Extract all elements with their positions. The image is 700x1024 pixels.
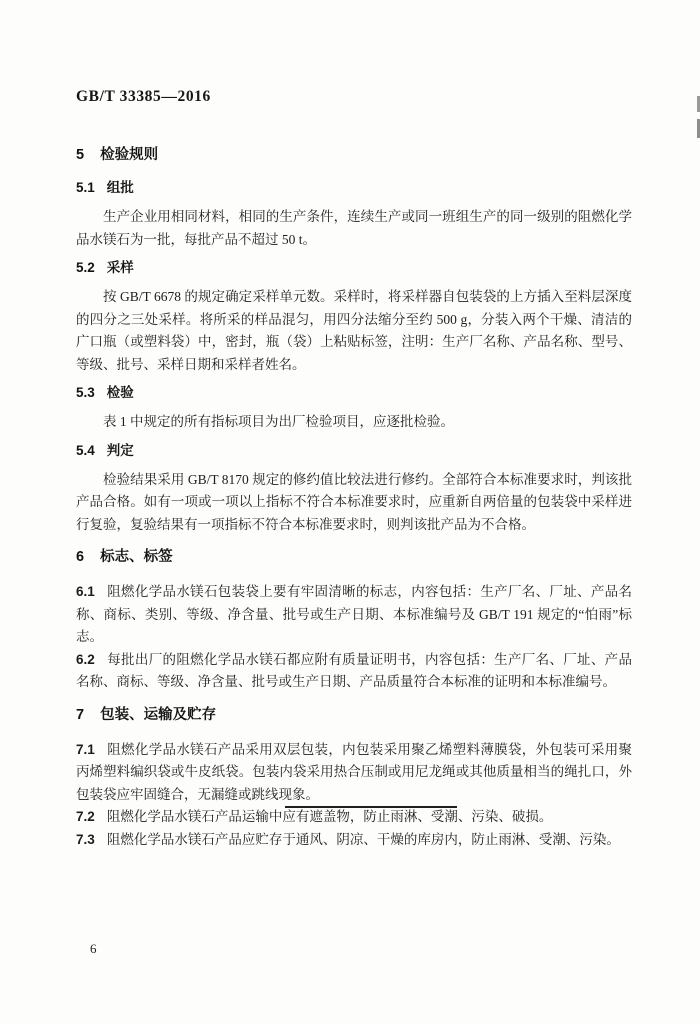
clause-number: 7.3: [76, 831, 95, 847]
clause-7-2: [76, 806, 632, 829]
subsection-5-1-heading: [76, 179, 632, 196]
subsection-5-4-heading: [76, 442, 632, 459]
page-content: [76, 88, 632, 851]
section-number: 7: [76, 706, 85, 723]
clause-7-1: [76, 739, 632, 807]
scan-artifact: [697, 96, 700, 112]
scan-artifact: [697, 119, 700, 138]
subsection-title: 采样: [106, 260, 134, 275]
page-number: 6: [90, 941, 97, 956]
section-5-heading: [76, 146, 632, 164]
subsection-number: 5.1: [76, 180, 95, 195]
end-of-document-rule: [285, 806, 457, 808]
subsection-title: 检验: [106, 385, 134, 400]
clause-number: 6.2: [76, 651, 95, 667]
clause-number: 6.1: [76, 584, 95, 599]
clause-text: 每批出厂的阻燃化学品水镁石都应附有质量证明书，内容包括：生产厂名、厂址、产品名称、商标、等级、净含量、批号或生产日期、产品质量符合本标准的证明和本标准编号。: [76, 651, 632, 689]
standard-number-header: GB/T 33385—2016: [76, 88, 211, 105]
clause-text: 阻燃化学品水镁石产品应贮存于通风、阴凉、干燥的库房内，防止雨淋、受潮、污染。: [106, 831, 620, 847]
clause-text: 阻燃化学品水镁石包装袋上要有牢固清晰的标志，内容包括：生产厂名、厂址、产品名称、商标、类别、等级、净含量、批号或生产日期、本标准编号及 GB/T 191 规定的“怕雨”标志。: [76, 584, 632, 644]
section-title: 检验规则: [100, 147, 159, 163]
subsection-number: 5.4: [76, 442, 95, 458]
paragraph-5-3: 表 1 中规定的所有指标项目为出厂检验项目，应逐批检验。: [103, 414, 454, 429]
subsection-title: 组批: [106, 180, 134, 195]
clause-6-1: [76, 581, 632, 649]
subsection-5-3-heading: [76, 384, 632, 401]
paragraph-5-2: 按 GB/T 6678 的规定确定采样单元数。采样时，将采样器自包装袋的上方插入至料层深度的四分之三处采样。将所采的样品混匀，用四分法缩分至约 500 g，分装入两个干燥、清洁的广口瓶（或塑料袋）中，密封，瓶（袋）上粘贴标签，注明：生产厂名称、产品名称、型号、等级、批号、采样日期和采样者姓名。: [76, 289, 632, 372]
clause-number: 7.1: [76, 741, 95, 757]
subsection-title: 判定: [106, 442, 134, 458]
paragraph-5-4: 检验结果采用 GB/T 8170 规定的修约值比较法进行修约。全部符合本标准要求时，判该批产品合格。如有一项或一项以上指标不符合本标准要求时，应重新自两倍量的包装袋中采样进行复验，复验结果有一项指标不符合本标准要求时，则判该批产品为不合格。: [76, 471, 632, 532]
section-number: 5: [76, 147, 85, 163]
section-6-heading: [76, 548, 632, 566]
subsection-number: 5.3: [76, 385, 95, 400]
clause-text: 阻燃化学品水镁石产品运输中应有遮盖物，防止雨淋、受潮、污染、破损。: [106, 809, 553, 824]
subsection-5-2-heading: [76, 259, 632, 276]
paragraph-5-1: 生产企业用相同材料，相同的生产条件，连续生产或同一班组生产的同一级别的阻燃化学品水镁石为一批，每批产品不超过 50 t。: [76, 209, 632, 247]
section-7-heading: [76, 706, 632, 724]
subsection-number: 5.2: [76, 260, 95, 275]
clause-text: 阻燃化学品水镁石产品采用双层包装，内包装采用聚乙烯塑料薄膜袋，外包装可采用聚丙烯塑料编织袋或牛皮纸袋。包装内袋采用热合压制或用尼龙绳或其他质量相当的绳扎口，外包装袋应牢固缝合，无漏缝或跳线现象。: [76, 741, 632, 802]
section-title: 标志、标签: [100, 549, 173, 565]
section-number: 6: [76, 549, 85, 565]
clause-number: 7.2: [76, 809, 95, 824]
section-title: 包装、运输及贮存: [100, 706, 217, 723]
clause-7-3: [76, 829, 632, 852]
clause-6-2: [76, 649, 632, 694]
